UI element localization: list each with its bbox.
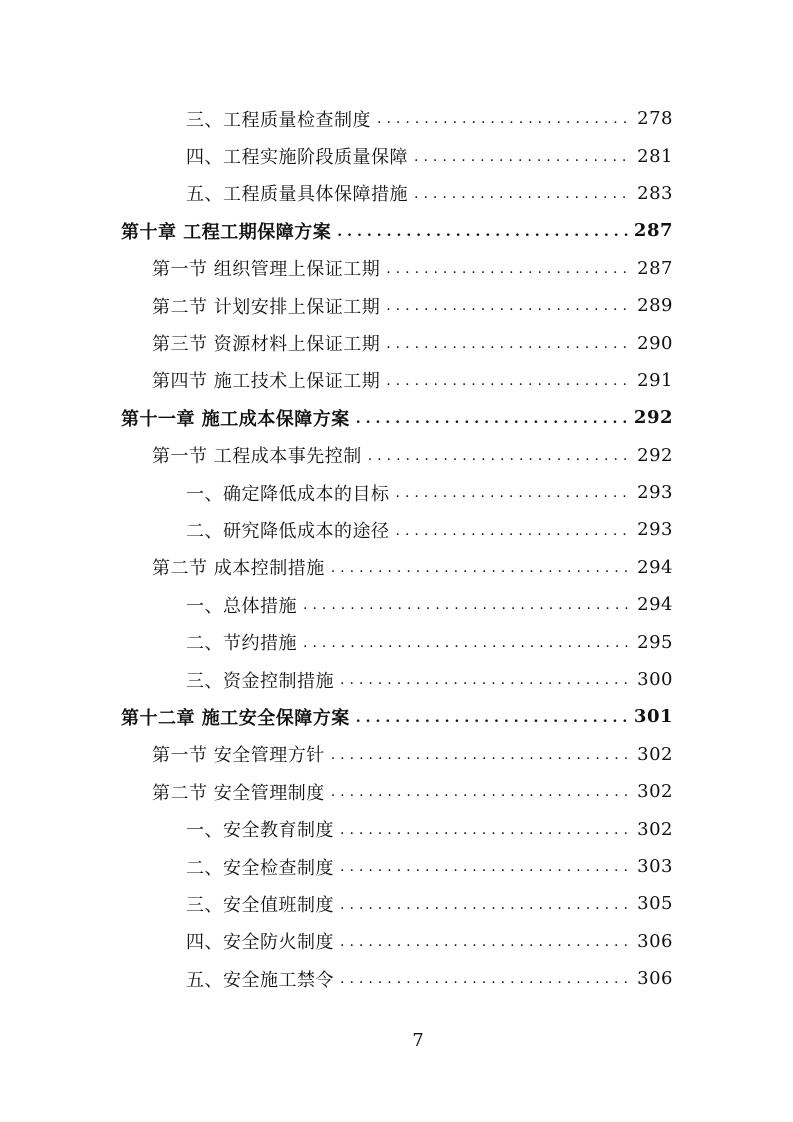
toc-dot-leader bbox=[386, 297, 631, 324]
toc-entry-label: 第二节 成本控制措施 bbox=[152, 558, 325, 580]
toc-entry-section[interactable] bbox=[152, 549, 673, 586]
toc-entry-label: 第一节 安全管理方针 bbox=[152, 745, 325, 767]
toc-dot-leader bbox=[303, 634, 631, 661]
toc-dot-leader bbox=[377, 110, 631, 137]
page-number: 7 bbox=[412, 1030, 424, 1051]
toc-dot-leader bbox=[340, 858, 631, 885]
toc-entry-page: 301 bbox=[633, 706, 673, 728]
toc-dot-leader bbox=[340, 933, 631, 960]
toc-dot-leader bbox=[414, 148, 631, 175]
toc-entry-page: 294 bbox=[637, 556, 673, 578]
toc-entry-label: 一、总体措施 bbox=[186, 595, 297, 617]
toc-entry-page: 281 bbox=[637, 145, 673, 167]
toc-dot-leader bbox=[368, 447, 631, 474]
toc-entry-chapter[interactable] bbox=[121, 399, 673, 436]
toc-entry-page: 302 bbox=[637, 743, 673, 765]
toc-entry-page: 305 bbox=[637, 893, 673, 915]
toc-dot-leader bbox=[340, 821, 631, 848]
toc-dot-leader bbox=[340, 970, 631, 997]
toc-entry-page: 290 bbox=[637, 332, 673, 354]
toc-entry-item[interactable] bbox=[186, 960, 673, 997]
toc-dot-leader bbox=[331, 783, 631, 810]
toc-entry-label: 第一节 工程成本事先控制 bbox=[152, 446, 362, 468]
toc-entry-label: 第三节 资源材料上保证工期 bbox=[152, 334, 381, 356]
toc-entry-label: 第四节 施工技术上保证工期 bbox=[152, 371, 381, 393]
toc-entry-page: 287 bbox=[633, 220, 673, 242]
toc-entry-label: 三、工程质量检查制度 bbox=[186, 109, 371, 131]
toc-entry-page: 300 bbox=[637, 669, 673, 691]
table-of-contents bbox=[0, 100, 793, 997]
toc-entry-section[interactable] bbox=[152, 362, 673, 399]
toc-entry-section[interactable] bbox=[152, 250, 673, 287]
toc-entry-label: 三、安全值班制度 bbox=[186, 894, 334, 916]
toc-entry-label: 二、安全检查制度 bbox=[186, 857, 334, 879]
toc-entry-label: 第二节 计划安排上保证工期 bbox=[152, 296, 381, 318]
toc-entry-label: 第十一章 施工成本保障方案 bbox=[121, 408, 350, 430]
toc-dot-leader bbox=[356, 709, 628, 736]
toc-entry-item[interactable] bbox=[186, 474, 673, 511]
toc-entry-page: 283 bbox=[637, 182, 673, 204]
toc-entry-section[interactable] bbox=[152, 773, 673, 810]
toc-dot-leader bbox=[340, 896, 631, 923]
toc-entry-chapter[interactable] bbox=[121, 212, 673, 249]
toc-entry-section[interactable] bbox=[152, 437, 673, 474]
toc-entry-item[interactable] bbox=[186, 810, 673, 847]
toc-dot-leader bbox=[414, 185, 631, 212]
toc-entry-item[interactable] bbox=[186, 623, 673, 660]
toc-entry-section[interactable] bbox=[152, 287, 673, 324]
toc-entry-item[interactable] bbox=[186, 661, 673, 698]
toc-entry-label: 四、安全防火制度 bbox=[186, 932, 334, 954]
toc-entry-chapter[interactable] bbox=[121, 698, 673, 735]
toc-dot-leader bbox=[396, 484, 632, 511]
toc-entry-label: 第二节 安全管理制度 bbox=[152, 782, 325, 804]
toc-entry-page: 289 bbox=[637, 295, 673, 317]
toc-entry-page: 287 bbox=[637, 257, 673, 279]
toc-dot-leader bbox=[386, 335, 631, 362]
toc-entry-label: 第一节 组织管理上保证工期 bbox=[152, 259, 381, 281]
toc-dot-leader bbox=[331, 559, 631, 586]
toc-entry-page: 292 bbox=[637, 444, 673, 466]
toc-dot-leader bbox=[396, 522, 632, 549]
toc-entry-item[interactable] bbox=[186, 511, 673, 548]
toc-entry-page: 278 bbox=[637, 108, 673, 130]
toc-entry-label: 一、确定降低成本的目标 bbox=[186, 483, 390, 505]
toc-entry-page: 292 bbox=[633, 407, 673, 429]
toc-dot-leader bbox=[340, 671, 631, 698]
toc-entry-label: 第十章 工程工期保障方案 bbox=[121, 221, 332, 243]
toc-entry-page: 291 bbox=[637, 369, 673, 391]
toc-entry-page: 303 bbox=[637, 856, 673, 877]
toc-entry-item[interactable] bbox=[186, 100, 673, 137]
toc-dot-leader bbox=[386, 260, 631, 287]
toc-entry-section[interactable] bbox=[152, 736, 673, 773]
toc-entry-page: 302 bbox=[637, 818, 673, 840]
toc-entry-section[interactable] bbox=[152, 324, 673, 361]
toc-entry-label: 五、工程质量具体保障措施 bbox=[186, 184, 408, 206]
toc-entry-page: 293 bbox=[637, 482, 673, 504]
toc-entry-item[interactable] bbox=[186, 175, 673, 212]
toc-dot-leader bbox=[356, 410, 628, 437]
toc-entry-label: 第十二章 施工安全保障方案 bbox=[121, 707, 350, 729]
toc-dot-leader bbox=[331, 746, 631, 773]
toc-dot-leader bbox=[386, 372, 631, 399]
toc-entry-label: 三、资金控制措施 bbox=[186, 670, 334, 692]
toc-entry-item[interactable] bbox=[186, 885, 673, 922]
toc-entry-page: 306 bbox=[637, 930, 673, 952]
toc-entry-item[interactable] bbox=[186, 848, 673, 885]
toc-dot-leader bbox=[337, 223, 628, 250]
toc-entry-page: 294 bbox=[637, 594, 673, 616]
toc-entry-item[interactable] bbox=[186, 586, 673, 623]
toc-entry-label: 五、安全施工禁令 bbox=[186, 969, 334, 991]
toc-entry-page: 295 bbox=[637, 631, 673, 653]
toc-entry-page: 302 bbox=[637, 781, 673, 803]
toc-entry-item[interactable] bbox=[186, 137, 673, 174]
toc-entry-label: 四、工程实施阶段质量保障 bbox=[186, 147, 408, 169]
toc-dot-leader bbox=[303, 596, 631, 623]
toc-entry-page: 293 bbox=[637, 519, 673, 541]
toc-entry-item[interactable] bbox=[186, 923, 673, 960]
toc-entry-label: 一、安全教育制度 bbox=[186, 820, 334, 842]
toc-entry-label: 二、节约措施 bbox=[186, 633, 297, 655]
toc-entry-label: 二、研究降低成本的途径 bbox=[186, 520, 390, 542]
toc-entry-page: 306 bbox=[637, 968, 673, 990]
